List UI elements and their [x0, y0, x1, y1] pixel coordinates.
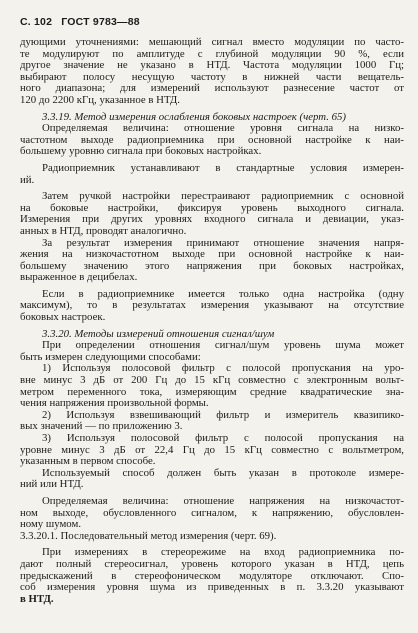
- text-line: ному шумом.: [20, 518, 82, 531]
- text-line: При измерениях в стереорежиме на вход радиоприемника по-: [42, 546, 404, 559]
- page-header: [20, 16, 146, 28]
- text-line: вне минус 3 дБ от 200 Гц до 15 кГц совместно с электронным вольт-: [20, 374, 404, 387]
- text-line: ном выходе, обусловленного сигналом, к напряжению, обусловлен-: [20, 506, 404, 519]
- text-line: ного диапазона; для измерений используют разнесение частот от: [20, 82, 404, 95]
- text-line: большему уровню сигнала при боковых настройках.: [20, 145, 262, 158]
- text-line: 3) Используя полосовой фильтр с полосой пропускания на: [42, 432, 404, 444]
- text-line: анных в НТД, проводят аналогично.: [20, 224, 187, 237]
- text-line: 1) Используя полосовой фильтр с полосой пропускания на уро-: [42, 362, 404, 375]
- text-line: метром переменного тока, измеряющим средние квадратические зна-: [20, 385, 404, 398]
- text-line: Измерения при других уровнях входного сигнала и девиации, указ-: [20, 213, 404, 226]
- text-line: вых значений — по приложению 3.: [20, 420, 183, 433]
- document-body: [20, 37, 404, 605]
- text-line: Определяемая величина: отношение уровня сигнала на низко-: [42, 122, 404, 135]
- text-line: быть измерен следующими способами:: [20, 350, 201, 363]
- standard-code: ГОСТ 9783—88: [61, 16, 140, 28]
- text-line: соб измерения уровня шума из приведенных в п. 3.3.20 указывают: [20, 581, 404, 594]
- text-line: чения напряжения произвольной формы.: [20, 397, 209, 410]
- text-line: 3.3.20.1. Последовательный метод измерения (черт. 69).: [20, 529, 277, 542]
- text-line: предыскажений в стереофоническом модуляторе отключают. Спо-: [20, 569, 404, 582]
- text-line: в НТД.: [20, 592, 54, 605]
- page-number: С. 102: [20, 16, 53, 28]
- text-line: Затем ручкой настройки перестраивают радиоприемник с основной: [42, 190, 404, 203]
- text-line: большему значению этого напряжения при боковых настройках,: [20, 259, 404, 272]
- text-line: 3.3.19. Метод измерения ослабления боковых настроек (черт. 65): [42, 110, 347, 123]
- text-line: те модулируют по амплитуде с глубиной модуляции 90 %, если: [20, 47, 404, 60]
- text-line: жения на низкочастотном выходе при основной настройке к наи-: [20, 248, 404, 261]
- text-line: выбирают полосу несущую частоту в нижней части вещатель-: [20, 70, 404, 83]
- text-line: Используемый способ должен быть указан в протоколе измере-: [42, 466, 404, 479]
- text-line: За результат измерения принимают отношение значения напря-: [42, 236, 404, 249]
- text-line: Определяемая величина: отношение напряжения на низкочастот-: [42, 494, 404, 507]
- text-line: другое значение не указано в НТД. Частота модуляции 1000 Гц;: [20, 59, 404, 72]
- text-line: При определении отношения сигнал/шум уровень шума может: [42, 339, 404, 352]
- text-line: на боковые настройки, фиксируя уровень выходного сигнала.: [20, 201, 404, 214]
- text-line: боковых настроек.: [20, 311, 106, 324]
- text-line: дают полный стереосигнал, уровень которого указан в НТД, цепь: [20, 557, 404, 570]
- text-line: максимум), то в результатах измерения указывают на отсутствие: [20, 299, 404, 312]
- text-line: 3.3.20. Методы измерений отношения сигнал/шум: [42, 327, 275, 340]
- text-line: Если в радиоприемнике имеется только одна настройка (одну: [42, 287, 404, 300]
- text-line: уровне минус 3 дБ от 22,4 Гц до 15 кГц совместно с вольтметром,: [20, 443, 404, 456]
- text-line: 2) Используя взвешивающий фильтр и измеритель квазипико-: [42, 408, 404, 421]
- text-line: 120 до 2200 кГц, указанное в НТД.: [20, 93, 180, 106]
- text-line: дующими уточнениями: мешающий сигнал вместо модуляции по часто-: [20, 36, 404, 48]
- text-line: ий.: [20, 173, 35, 186]
- text-line: Радиоприемник устанавливают в стандартные условия измерен-: [42, 161, 404, 174]
- text-line: указанным в первом способе.: [20, 455, 156, 468]
- text-line: частотном выходе радиоприемника при основной настройке к наи-: [20, 133, 404, 146]
- text-line: выраженное в децибелах.: [20, 271, 138, 284]
- text-line: ний или НТД.: [20, 478, 84, 491]
